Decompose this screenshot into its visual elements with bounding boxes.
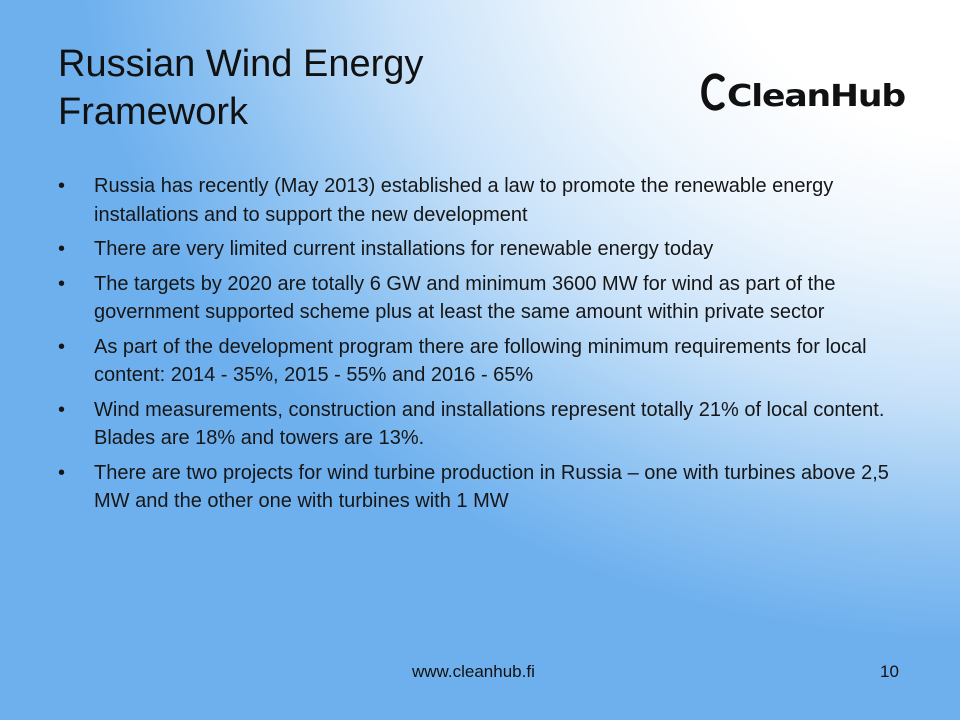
cleanhub-logo (700, 62, 910, 122)
title-line-2: Framework (58, 91, 249, 133)
bullet-list (58, 172, 908, 522)
bullet-marker: • (58, 238, 66, 260)
bullet-marker: • (58, 398, 66, 421)
bullet-item (58, 235, 908, 264)
bullet-item (58, 172, 908, 229)
footer-url[interactable]: www.cleanhub.fi (412, 662, 535, 681)
bullet-item (58, 459, 908, 516)
bullet-marker: • (58, 272, 66, 295)
bullet-item (58, 333, 908, 390)
bullet-item (58, 270, 908, 327)
bullet-text: As part of the development program there are following minimum requirements for local content: 2014 - 35%, 2015 - 55% and 2016 - 65% (94, 335, 867, 386)
bullet-text: The targets by 2020 are totally 6 GW and minimum 3600 MW for wind as part of the government supported scheme plus at least the same amount within private sector (94, 272, 836, 323)
bullet-marker: • (58, 461, 66, 484)
bullet-text: Wind measurements, construction and installations represent totally 21% of local content. Blades are 18% and towers are 13%. (94, 398, 885, 449)
logo-text: CleanHub (727, 79, 906, 114)
bullet-marker: • (58, 175, 66, 197)
bullet-text: Russia has recently (May 2013) established a law to promote the renewable energy installations and to support the new development (94, 175, 834, 226)
page-number: 10 (880, 662, 899, 681)
title-line-1: Russian Wind Energy (58, 43, 424, 85)
bullet-item (58, 396, 908, 453)
slide-title (58, 40, 618, 136)
bullet-marker: • (58, 335, 66, 358)
bullet-text: There are two projects for wind turbine production in Russia – one with turbines above 2,5 MW and the other one with turbines with 1 MW (94, 461, 889, 512)
bullet-text: There are very limited current installations for renewable energy today (94, 238, 714, 260)
